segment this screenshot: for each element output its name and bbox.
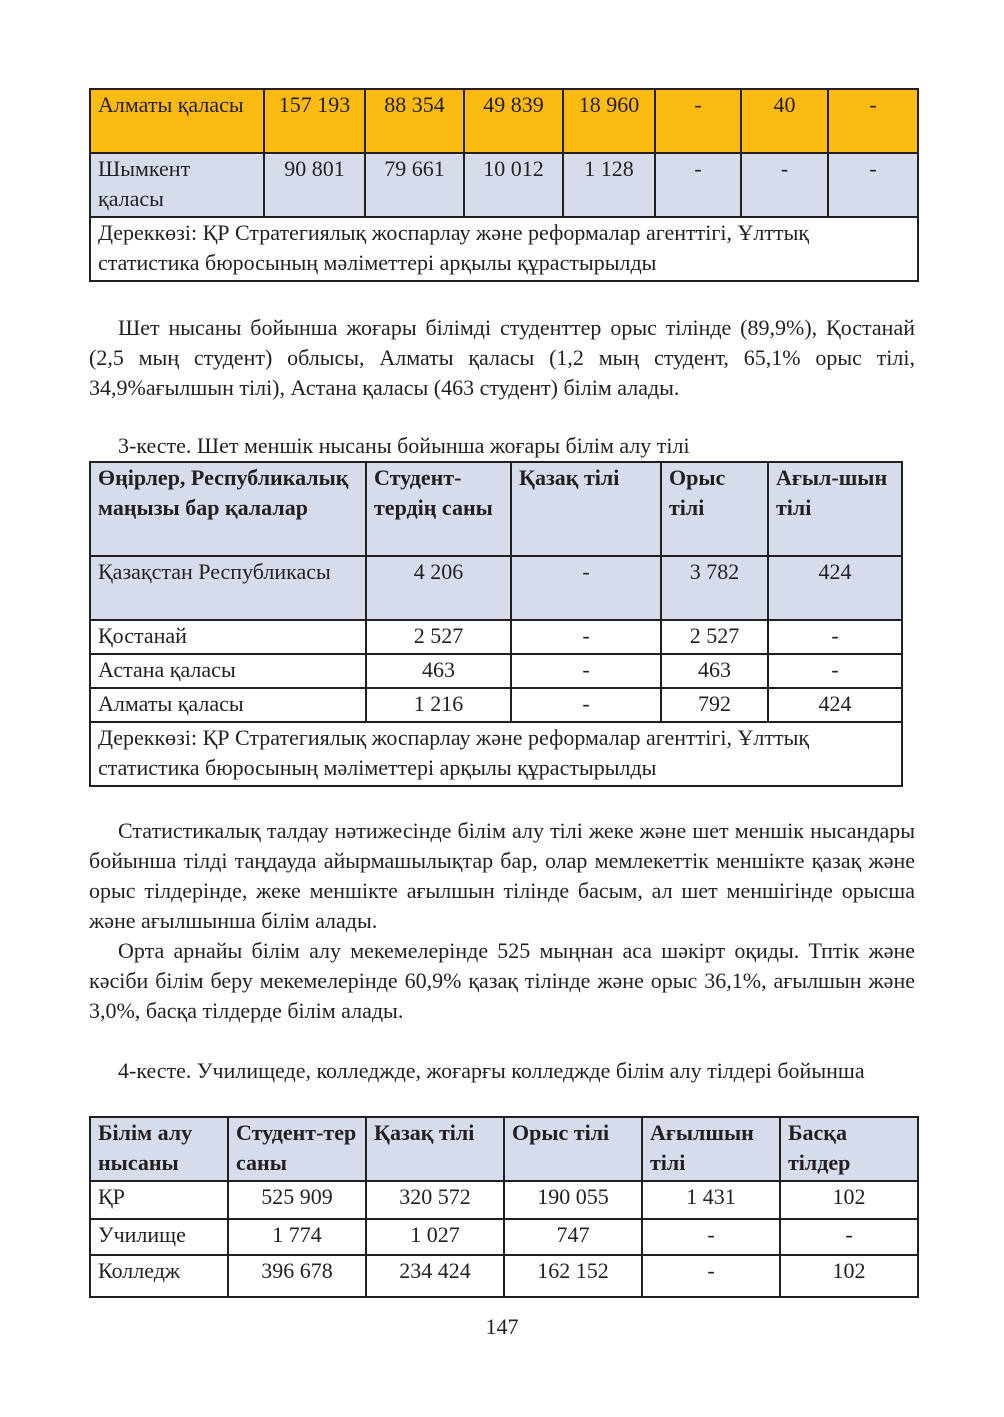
- value-cell: -: [780, 1219, 918, 1255]
- value-cell: 10 012: [464, 153, 563, 217]
- value-cell: 90 801: [264, 153, 365, 217]
- value-cell: 18 960: [563, 89, 655, 153]
- paragraph: Шет нысаны бойынша жоғары білімді студенттер орыс тілінде (89,9%), Қостанай (2,5 мың студент) облысы, Алматы қаласы (1,2 мың студент, 65,1% орыс тілі, 34,9%ағылшын тілі), Астана қаласы (463 студент) білім алады.: [89, 315, 915, 400]
- column-header: Орыс тілі: [661, 462, 768, 556]
- region-cell: Шымкент қаласы: [90, 153, 264, 217]
- value-cell: 1 431: [642, 1181, 780, 1219]
- table-4: [89, 1116, 919, 1298]
- column-header: Студент-тер саны: [228, 1117, 366, 1181]
- table-header-row: [90, 462, 902, 556]
- table-row: [90, 1255, 918, 1297]
- value-cell: 1 128: [563, 153, 655, 217]
- value-cell: 396 678: [228, 1255, 366, 1297]
- value-cell: 1 774: [228, 1219, 366, 1255]
- value-cell: -: [655, 89, 741, 153]
- column-header: Ағыл-шын тілі: [768, 462, 902, 556]
- value-cell: -: [642, 1219, 780, 1255]
- table-row: [90, 688, 902, 722]
- column-header: Өңірлер, Республикалық маңызы бар қалалар: [90, 462, 366, 556]
- table-row: [90, 1181, 918, 1219]
- source-note: Дереккөзі: ҚР Стратегиялық жоспарлау және реформалар агенттігі, Ұлттық статистика бюросының мәліметтері арқылы құрастырылды: [90, 722, 902, 786]
- value-cell: 747: [504, 1219, 642, 1255]
- value-cell: 79 661: [365, 153, 464, 217]
- column-header: Қазақ тілі: [511, 462, 661, 556]
- table-row: [90, 153, 918, 217]
- paragraph: Орта арнайы білім алу мекемелерінде 525 мыңнан аса шәкірт оқиды. Тптік және кәсіби білім беру мекемелерінде 60,9% қазақ тілінде және орыс 36,1%, ағылшын және 3,0%, басқа тілдерде білім алады.: [89, 938, 915, 1023]
- source-note: Дереккөзі: ҚР Стратегиялық жоспарлау және реформалар агенттігі, Ұлттық статистика бюросының мәліметтері арқылы құрастырылды: [90, 217, 918, 281]
- table-row: [90, 654, 902, 688]
- page-number: 147: [485, 1314, 519, 1339]
- region-cell: Астана қаласы: [90, 654, 366, 688]
- value-cell: 190 055: [504, 1181, 642, 1219]
- value-cell: -: [828, 153, 918, 217]
- value-cell: 525 909: [228, 1181, 366, 1219]
- value-cell: 424: [768, 688, 902, 722]
- value-cell: -: [741, 153, 828, 217]
- column-header: Басқа тілдер: [780, 1117, 918, 1181]
- value-cell: 463: [661, 654, 768, 688]
- value-cell: 1 216: [366, 688, 511, 722]
- value-cell: 2 527: [366, 620, 511, 654]
- source-row: [90, 217, 918, 281]
- value-cell: 320 572: [366, 1181, 504, 1219]
- value-cell: 157 193: [264, 89, 365, 153]
- value-cell: -: [642, 1255, 780, 1297]
- table-row: [90, 556, 902, 620]
- value-cell: 102: [780, 1255, 918, 1297]
- row-label: Колледж: [90, 1255, 228, 1297]
- column-header: Орыс тілі: [504, 1117, 642, 1181]
- value-cell: -: [511, 556, 661, 620]
- region-cell: Алматы қаласы: [90, 89, 264, 153]
- value-cell: 162 152: [504, 1255, 642, 1297]
- value-cell: -: [511, 654, 661, 688]
- table-caption: 4-кесте. Училищеде, колледжде, жоғарғы колледжде білім алу тілдері бойынша: [118, 1058, 865, 1083]
- column-header: Ағылшын тілі: [642, 1117, 780, 1181]
- region-cell: Қостанай: [90, 620, 366, 654]
- value-cell: 2 527: [661, 620, 768, 654]
- value-cell: 234 424: [366, 1255, 504, 1297]
- value-cell: -: [655, 153, 741, 217]
- value-cell: -: [828, 89, 918, 153]
- table-header-row: [90, 1117, 918, 1181]
- source-row: [90, 722, 902, 786]
- value-cell: -: [511, 620, 661, 654]
- value-cell: -: [768, 620, 902, 654]
- value-cell: -: [768, 654, 902, 688]
- value-cell: 40: [741, 89, 828, 153]
- table-top: [89, 88, 919, 282]
- region-cell: Алматы қаласы: [90, 688, 366, 722]
- value-cell: 49 839: [464, 89, 563, 153]
- paragraph: Статистикалық талдау нәтижесінде білім алу тілі жеке және шет меншік нысандары бойынша тілді таңдауда айырмашылықтар бар, олар мемлекеттік меншікте қазақ және орыс тілдерінде, жеке меншікте ағылшын тілінде басым, ал шет меншігінде орысша және ағылшынша білім алады.: [89, 818, 915, 933]
- table-row: [90, 1219, 918, 1255]
- table-caption: 3-кесте. Шет меншік нысаны бойынша жоғары білім алу тілі: [118, 433, 690, 458]
- value-cell: 463: [366, 654, 511, 688]
- column-header: Білім алу нысаны: [90, 1117, 228, 1181]
- row-label: ҚР: [90, 1181, 228, 1219]
- value-cell: 3 782: [661, 556, 768, 620]
- table-row: [90, 89, 918, 153]
- value-cell: 88 354: [365, 89, 464, 153]
- value-cell: 1 027: [366, 1219, 504, 1255]
- value-cell: 424: [768, 556, 902, 620]
- row-label: Училище: [90, 1219, 228, 1255]
- value-cell: 102: [780, 1181, 918, 1219]
- column-header: Қазақ тілі: [366, 1117, 504, 1181]
- table-3: [89, 461, 903, 787]
- region-cell: Қазақстан Республикасы: [90, 556, 366, 620]
- value-cell: 792: [661, 688, 768, 722]
- column-header: Студент-тердің саны: [366, 462, 511, 556]
- table-row: [90, 620, 902, 654]
- value-cell: -: [511, 688, 661, 722]
- value-cell: 4 206: [366, 556, 511, 620]
